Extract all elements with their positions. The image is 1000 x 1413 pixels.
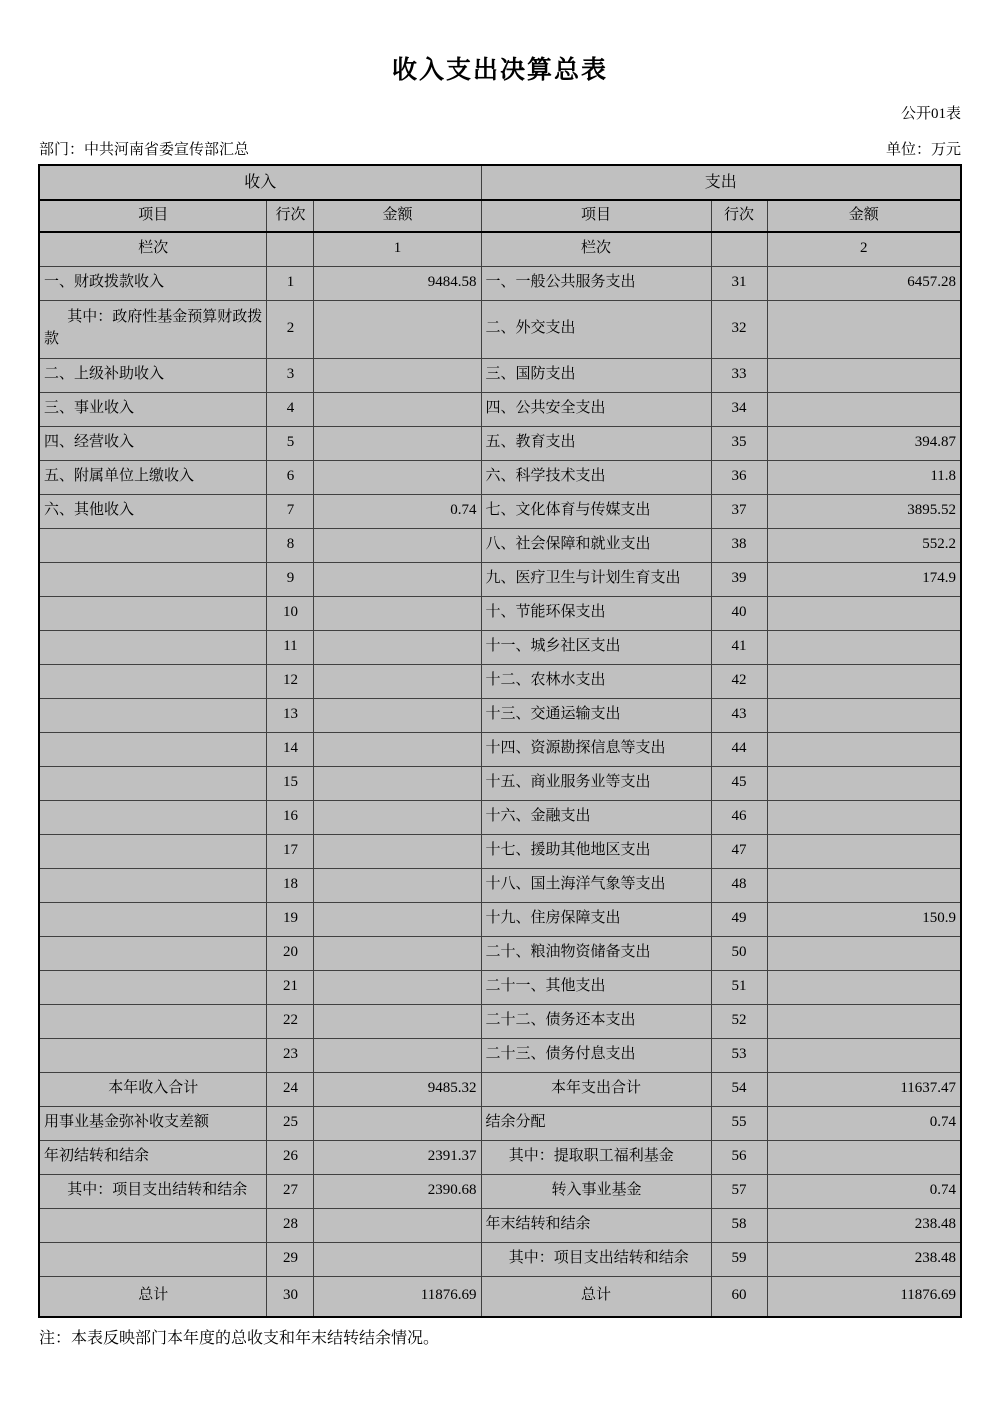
expense-line-no-cell: 31 — [711, 266, 767, 300]
table-row — [39, 494, 961, 528]
expense-line-no-cell: 52 — [711, 1004, 767, 1038]
expense-item-cell: 五、教育支出 — [481, 426, 711, 460]
income-item-cell — [39, 868, 267, 902]
expense-amount-cell: 394.87 — [767, 426, 961, 460]
expense-line-no-cell: 57 — [711, 1174, 767, 1208]
table-row — [39, 1242, 961, 1276]
unit-label: 单位：万元 — [885, 142, 961, 158]
income-line-no-cell: 11 — [267, 630, 314, 664]
table-row — [39, 1038, 961, 1072]
income-item-cell: 一、财政拨款收入 — [39, 266, 267, 300]
expense-line-no-cell: 49 — [711, 902, 767, 936]
table-row — [39, 392, 961, 426]
meta-line — [39, 138, 961, 159]
income-amount-cell — [314, 1038, 481, 1072]
income-amount-cell — [314, 426, 481, 460]
expense-item-cell: 十、节能环保支出 — [481, 596, 711, 630]
expense-item-cell: 本年支出合计 — [481, 1072, 711, 1106]
expense-item-cell: 六、科学技术支出 — [481, 460, 711, 494]
income-line-no-cell: 24 — [267, 1072, 314, 1106]
income-line-no-cell: 22 — [267, 1004, 314, 1038]
income-item-cell: 年初结转和结余 — [39, 1140, 267, 1174]
income-item-cell — [39, 732, 267, 766]
income-amount-cell — [314, 300, 481, 358]
column-header-row — [39, 200, 961, 232]
income-item-cell: 其中：项目支出结转和结余 — [39, 1174, 267, 1208]
table-row — [39, 630, 961, 664]
income-lanci-blank — [267, 232, 314, 266]
income-line-no-cell: 27 — [267, 1174, 314, 1208]
expense-line-no-cell: 51 — [711, 970, 767, 1004]
expense-amount-cell — [767, 834, 961, 868]
column-number-row — [39, 232, 961, 266]
expense-item-cell: 四、公共安全支出 — [481, 392, 711, 426]
expense-amount-cell — [767, 732, 961, 766]
expense-amount-cell: 0.74 — [767, 1106, 961, 1140]
expense-item-cell: 十三、交通运输支出 — [481, 698, 711, 732]
income-amount-cell — [314, 698, 481, 732]
expense-amount-cell — [767, 596, 961, 630]
income-item-cell — [39, 664, 267, 698]
expense-line-no-cell: 34 — [711, 392, 767, 426]
expense-item-cell: 十四、资源勘探信息等支出 — [481, 732, 711, 766]
table-row — [39, 936, 961, 970]
expense-line-no-cell: 41 — [711, 630, 767, 664]
expense-amount-cell: 3895.52 — [767, 494, 961, 528]
income-line-no-cell: 30 — [267, 1276, 314, 1317]
income-item-cell — [39, 902, 267, 936]
income-line-no-cell: 21 — [267, 970, 314, 1004]
expense-item-cell: 十九、住房保障支出 — [481, 902, 711, 936]
page-title: 收入支出决算总表 — [391, 57, 608, 84]
expense-amount-cell — [767, 1038, 961, 1072]
income-item-cell: 二、上级补助收入 — [39, 358, 267, 392]
expense-item-cell: 转入事业基金 — [481, 1174, 711, 1208]
expense-amount-cell — [767, 392, 961, 426]
income-line-no-cell: 12 — [267, 664, 314, 698]
income-amount-cell — [314, 596, 481, 630]
expense-line-no-cell: 36 — [711, 460, 767, 494]
expense-line-no-cell: 42 — [711, 664, 767, 698]
expense-amount-cell: 0.74 — [767, 1174, 961, 1208]
income-item-cell: 四、经营收入 — [39, 426, 267, 460]
expense-line-no-cell: 46 — [711, 800, 767, 834]
expense-line-no-cell: 47 — [711, 834, 767, 868]
income-col-line-header: 行次 — [267, 200, 314, 232]
expense-item-cell: 其中：项目支出结转和结余 — [481, 1242, 711, 1276]
expense-line-no-cell: 33 — [711, 358, 767, 392]
income-line-no-cell: 6 — [267, 460, 314, 494]
income-line-no-cell: 2 — [267, 300, 314, 358]
expense-line-no-cell: 48 — [711, 868, 767, 902]
expense-amount-cell — [767, 936, 961, 970]
table-row — [39, 528, 961, 562]
income-amount-cell — [314, 732, 481, 766]
income-line-no-cell: 3 — [267, 358, 314, 392]
income-item-cell — [39, 562, 267, 596]
expense-amount-cell — [767, 766, 961, 800]
income-amount-cell — [314, 664, 481, 698]
expense-amount-cell — [767, 1140, 961, 1174]
expense-section-header: 支出 — [481, 165, 961, 200]
expense-item-cell: 二、外交支出 — [481, 300, 711, 358]
income-amount-cell — [314, 562, 481, 596]
expense-col-line-header: 行次 — [711, 200, 767, 232]
income-item-cell: 本年收入合计 — [39, 1072, 267, 1106]
expense-line-no-cell: 38 — [711, 528, 767, 562]
expense-amount-cell: 238.48 — [767, 1242, 961, 1276]
income-line-no-cell: 4 — [267, 392, 314, 426]
expense-line-no-cell: 43 — [711, 698, 767, 732]
table-row — [39, 868, 961, 902]
income-line-no-cell: 15 — [267, 766, 314, 800]
income-item-cell — [39, 1004, 267, 1038]
table-code: 公开01表 — [900, 106, 961, 122]
income-amount-cell — [314, 868, 481, 902]
income-amount-cell — [314, 358, 481, 392]
income-item-cell — [39, 1242, 267, 1276]
expense-item-cell: 十一、城乡社区支出 — [481, 630, 711, 664]
income-line-no-cell: 14 — [267, 732, 314, 766]
expense-amount-cell — [767, 630, 961, 664]
expense-line-no-cell: 54 — [711, 1072, 767, 1106]
income-line-no-cell: 1 — [267, 266, 314, 300]
expense-line-no-cell: 58 — [711, 1208, 767, 1242]
income-item-cell — [39, 970, 267, 1004]
expense-line-no-cell: 60 — [711, 1276, 767, 1317]
income-amount-cell — [314, 834, 481, 868]
income-amount-cell — [314, 1106, 481, 1140]
expense-item-cell: 二十二、债务还本支出 — [481, 1004, 711, 1038]
income-col-item-header: 项目 — [39, 200, 267, 232]
income-amount-cell: 11876.69 — [314, 1276, 481, 1317]
income-line-no-cell: 13 — [267, 698, 314, 732]
expense-amount-cell — [767, 800, 961, 834]
expense-line-no-cell: 44 — [711, 732, 767, 766]
income-item-cell — [39, 800, 267, 834]
income-item-cell — [39, 834, 267, 868]
income-amount-cell — [314, 766, 481, 800]
expense-item-cell: 九、医疗卫生与计划生育支出 — [481, 562, 711, 596]
expense-item-cell: 七、文化体育与传媒支出 — [481, 494, 711, 528]
expense-amount-cell — [767, 970, 961, 1004]
expense-amount-cell: 6457.28 — [767, 266, 961, 300]
expense-amount-cell: 552.2 — [767, 528, 961, 562]
income-item-cell — [39, 766, 267, 800]
expense-amount-cell: 11876.69 — [767, 1276, 961, 1317]
table-row — [39, 732, 961, 766]
income-line-no-cell: 19 — [267, 902, 314, 936]
income-amount-cell: 2390.68 — [314, 1174, 481, 1208]
table-row — [39, 1276, 961, 1317]
expense-line-no-cell: 56 — [711, 1140, 767, 1174]
income-item-cell — [39, 596, 267, 630]
expense-item-cell: 总计 — [481, 1276, 711, 1317]
income-line-no-cell: 7 — [267, 494, 314, 528]
expense-item-cell: 十六、金融支出 — [481, 800, 711, 834]
income-amount-cell — [314, 800, 481, 834]
expense-lanci-blank — [711, 232, 767, 266]
income-line-no-cell: 8 — [267, 528, 314, 562]
expense-amount-cell: 150.9 — [767, 902, 961, 936]
table-row — [39, 664, 961, 698]
expense-amount-cell — [767, 358, 961, 392]
expense-item-cell: 三、国防支出 — [481, 358, 711, 392]
expense-item-cell: 二十、粮油物资储备支出 — [481, 936, 711, 970]
income-amount-cell — [314, 392, 481, 426]
expense-column-number: 2 — [767, 232, 961, 266]
expense-amount-cell: 11637.47 — [767, 1072, 961, 1106]
income-amount-cell — [314, 528, 481, 562]
income-section-header: 收入 — [39, 165, 481, 200]
table-code-line — [39, 102, 961, 123]
expense-line-no-cell: 35 — [711, 426, 767, 460]
income-line-no-cell: 23 — [267, 1038, 314, 1072]
table-row — [39, 562, 961, 596]
income-item-cell — [39, 698, 267, 732]
income-line-no-cell: 29 — [267, 1242, 314, 1276]
expense-line-no-cell: 55 — [711, 1106, 767, 1140]
expense-amount-cell: 238.48 — [767, 1208, 961, 1242]
table-row — [39, 698, 961, 732]
expense-line-no-cell: 40 — [711, 596, 767, 630]
table-row — [39, 300, 961, 358]
table-row — [39, 1174, 961, 1208]
expense-line-no-cell: 39 — [711, 562, 767, 596]
expense-amount-cell: 174.9 — [767, 562, 961, 596]
income-line-no-cell: 28 — [267, 1208, 314, 1242]
income-amount-cell — [314, 1004, 481, 1038]
expense-line-no-cell: 37 — [711, 494, 767, 528]
income-col-amount-header: 金额 — [314, 200, 481, 232]
expense-item-cell: 年末结转和结余 — [481, 1208, 711, 1242]
income-amount-cell — [314, 936, 481, 970]
expense-line-no-cell: 32 — [711, 300, 767, 358]
expense-col-amount-header: 金额 — [767, 200, 961, 232]
expense-line-no-cell: 50 — [711, 936, 767, 970]
income-item-cell: 用事业基金弥补收支差额 — [39, 1106, 267, 1140]
table-row — [39, 460, 961, 494]
income-item-cell: 五、附属单位上缴收入 — [39, 460, 267, 494]
income-amount-cell — [314, 1242, 481, 1276]
table-row — [39, 766, 961, 800]
expense-item-cell: 八、社会保障和就业支出 — [481, 528, 711, 562]
income-amount-cell: 9484.58 — [314, 266, 481, 300]
income-item-cell — [39, 1038, 267, 1072]
income-amount-cell — [314, 970, 481, 1004]
income-amount-cell: 9485.32 — [314, 1072, 481, 1106]
expense-item-cell: 十七、援助其他地区支出 — [481, 834, 711, 868]
expense-item-cell: 十五、商业服务业等支出 — [481, 766, 711, 800]
income-amount-cell — [314, 460, 481, 494]
table-row — [39, 970, 961, 1004]
table-row — [39, 1072, 961, 1106]
income-amount-cell: 0.74 — [314, 494, 481, 528]
income-line-no-cell: 16 — [267, 800, 314, 834]
income-item-cell — [39, 1208, 267, 1242]
expense-amount-cell: 11.8 — [767, 460, 961, 494]
expense-amount-cell — [767, 664, 961, 698]
table-row — [39, 1106, 961, 1140]
income-line-no-cell: 25 — [267, 1106, 314, 1140]
table-body — [39, 266, 961, 1317]
expense-item-cell: 一、一般公共服务支出 — [481, 266, 711, 300]
income-amount-cell — [314, 630, 481, 664]
income-line-no-cell: 20 — [267, 936, 314, 970]
income-item-cell — [39, 630, 267, 664]
table-row — [39, 1004, 961, 1038]
expense-item-cell: 二十一、其他支出 — [481, 970, 711, 1004]
income-item-cell: 总计 — [39, 1276, 267, 1317]
income-item-cell — [39, 936, 267, 970]
expense-amount-cell — [767, 300, 961, 358]
income-line-no-cell: 5 — [267, 426, 314, 460]
section-header-row — [39, 165, 961, 200]
expense-item-cell: 十二、农林水支出 — [481, 664, 711, 698]
income-line-no-cell: 9 — [267, 562, 314, 596]
table-row — [39, 426, 961, 460]
table-row — [39, 1140, 961, 1174]
expense-item-cell: 二十三、债务付息支出 — [481, 1038, 711, 1072]
income-line-no-cell: 17 — [267, 834, 314, 868]
table-row — [39, 596, 961, 630]
expense-line-no-cell: 53 — [711, 1038, 767, 1072]
table-row — [39, 266, 961, 300]
income-item-cell: 其中：政府性基金预算财政拨款 — [39, 300, 267, 358]
table-row — [39, 358, 961, 392]
expense-item-cell: 其中：提取职工福利基金 — [481, 1140, 711, 1174]
table-row — [39, 902, 961, 936]
income-line-no-cell: 26 — [267, 1140, 314, 1174]
income-amount-cell — [314, 902, 481, 936]
table-row — [39, 1208, 961, 1242]
expense-line-no-cell: 59 — [711, 1242, 767, 1276]
expense-amount-cell — [767, 1004, 961, 1038]
summary-table — [38, 164, 962, 1318]
table-row — [39, 834, 961, 868]
expense-item-cell: 结余分配 — [481, 1106, 711, 1140]
footnote: 注：本表反映部门本年度的总收支和年末结转结余情况。 — [39, 1330, 440, 1347]
income-item-cell — [39, 528, 267, 562]
income-item-cell: 三、事业收入 — [39, 392, 267, 426]
income-item-cell: 六、其他收入 — [39, 494, 267, 528]
table-row — [39, 800, 961, 834]
income-amount-cell: 2391.37 — [314, 1140, 481, 1174]
income-line-no-cell: 18 — [267, 868, 314, 902]
expense-line-no-cell: 45 — [711, 766, 767, 800]
income-line-no-cell: 10 — [267, 596, 314, 630]
income-column-number: 1 — [314, 232, 481, 266]
expense-lanci-label: 栏次 — [481, 232, 711, 266]
expense-amount-cell — [767, 698, 961, 732]
expense-item-cell: 十八、国土海洋气象等支出 — [481, 868, 711, 902]
department-label: 部门：中共河南省委宣传部汇总 — [39, 142, 250, 158]
expense-amount-cell — [767, 868, 961, 902]
expense-col-item-header: 项目 — [481, 200, 711, 232]
income-lanci-label: 栏次 — [39, 232, 267, 266]
income-amount-cell — [314, 1208, 481, 1242]
